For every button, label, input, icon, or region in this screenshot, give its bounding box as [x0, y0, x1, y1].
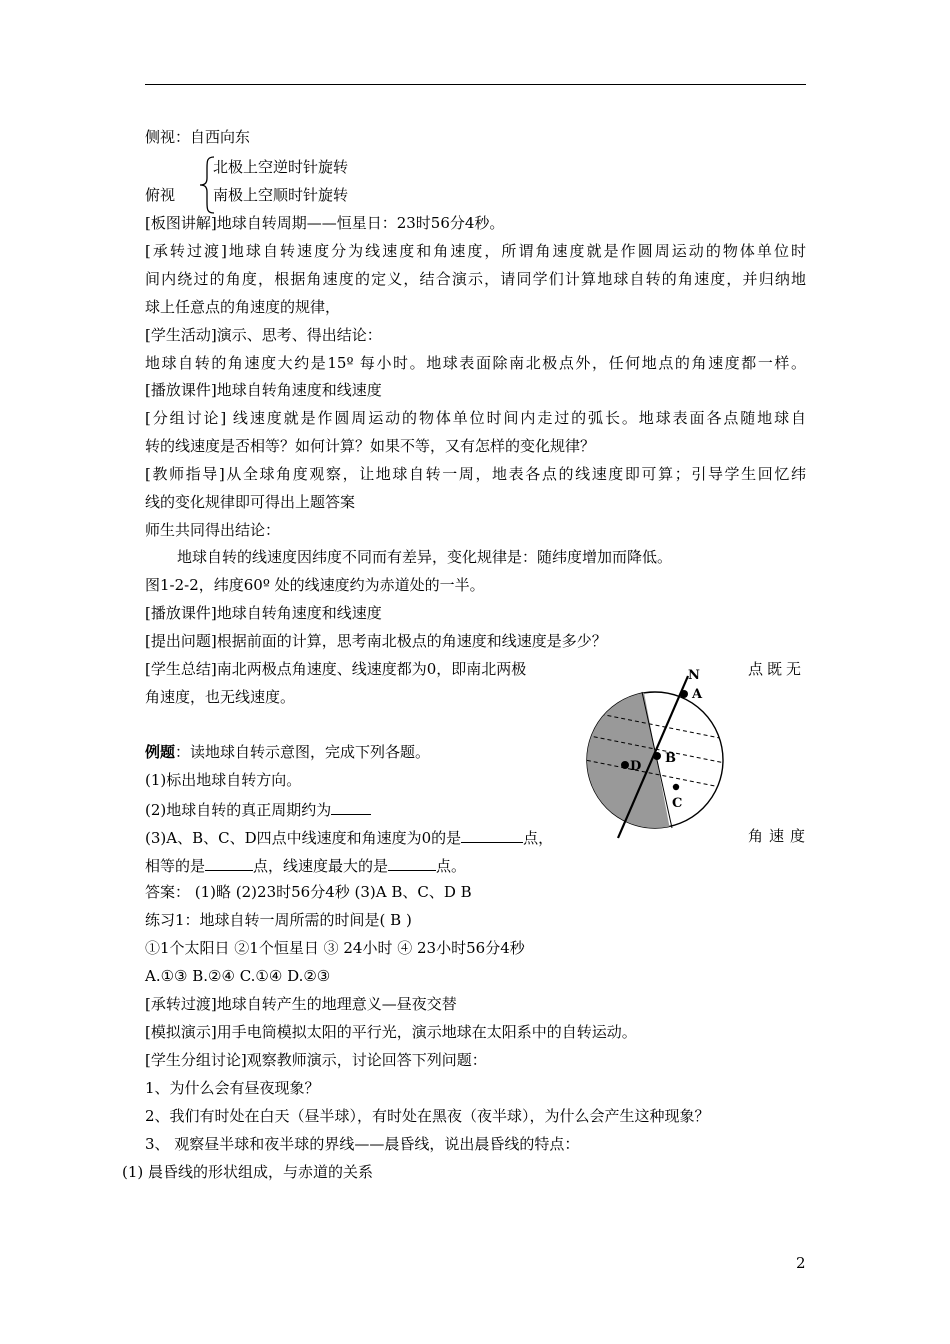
text-line: 北极上空逆时针旋转	[213, 158, 349, 176]
text-span: (3)A、B、C、D四点中线速度和角速度为0的是	[145, 829, 462, 847]
text-line: 1、为什么会有昼夜现象？	[145, 1079, 320, 1097]
label-a: A	[692, 687, 703, 702]
text-line: [学生总结]南北两极点角速度、线速度都为0，即南北两极	[145, 660, 527, 678]
text-span: 相等的是	[145, 857, 206, 875]
header-rule	[145, 84, 806, 85]
text-line: [学生活动]演示、思考、得出结论：	[145, 326, 382, 344]
text-line: 地球自转的线速度因纬度不同而有差异，变化规律是：随纬度增加而降低。	[177, 548, 673, 566]
text-line: 答案： (1)略 (2)23时56分4秒 (3)A B、C、D B	[145, 883, 472, 901]
point-b	[653, 752, 661, 760]
text-line	[145, 742, 430, 762]
text-line: 图1-2-2，纬度60º 处的线速度约为赤道处的一半。	[145, 576, 485, 594]
text-line: 线的变化规律即可得出上题答案	[145, 493, 356, 511]
text-line: [分组讨论] 线速度就是作圆周运动的物体单位时间内走过的弧长。地球表面各点随地球自	[145, 409, 806, 427]
label-b: B	[665, 751, 676, 766]
text-line: [承转过渡]地球自转速度分为线速度和角速度，所谓角速度就是作圆周运动的物体单位时	[145, 242, 806, 260]
text-line: 南极上空顺时针旋转	[213, 186, 349, 204]
text-line: 练习1：地球自转一周所需的时间是( B )	[145, 911, 412, 929]
answer-blank	[205, 854, 253, 871]
text-span: ：读地球自转示意图，完成下列各题。	[175, 743, 431, 761]
text-line: 俯视	[145, 186, 176, 204]
point-c	[673, 784, 679, 790]
example-label: 例题	[145, 743, 176, 761]
text-line: [教师指导]从全球角度观察，让地球自转一周，地表各点的线速度即可算；引导学生回忆纬	[145, 465, 806, 483]
text-line: [模拟演示]用手电筒模拟太阳的平行光，演示地球在太阳系中的自转运动。	[145, 1023, 637, 1041]
label-n: N	[688, 668, 700, 683]
answer-blank	[461, 826, 523, 843]
text-line: [播放课件]地球自转角速度和线速度	[145, 381, 382, 399]
text-line: ①1个太阳日 ②1个恒星日 ③ 24小时 ④ 23小时56分4秒	[145, 939, 525, 957]
point-a	[680, 690, 688, 698]
answer-blank	[331, 798, 371, 815]
text-line: [承转过渡]地球自转产生的地理意义—昼夜交替	[145, 995, 457, 1013]
text-line: 间内绕过的角度，根据角速度的定义，结合演示，请同学们计算地球自转的角速度，并归纳地	[145, 270, 806, 288]
text-line: 角速度	[748, 827, 812, 845]
text-line: A.①③ B.②④ C.①④ D.②③	[145, 967, 331, 985]
label-c: C	[672, 796, 683, 811]
text-span: 点，	[523, 829, 554, 847]
text-line: 角速度，也无线速度。	[145, 688, 296, 706]
text-line: 点既无	[748, 660, 806, 678]
text-line	[145, 798, 371, 820]
text-line: [提出问题]根据前面的计算，思考南北极点的角速度和线速度是多少？	[145, 632, 607, 650]
text-line: [学生分组讨论]观察教师演示，讨论回答下列问题：	[145, 1051, 487, 1069]
text-span: 点，线速度最大的是	[253, 857, 389, 875]
answer-blank	[388, 854, 436, 871]
text-line: 3、 观察昼半球和夜半球的界线——晨昏线，说出晨昏线的特点：	[145, 1135, 580, 1153]
label-d: D	[630, 759, 642, 774]
text-line: [播放课件]地球自转角速度和线速度	[145, 604, 382, 622]
text-line: 球上任意点的角速度的规律，	[145, 298, 341, 316]
page-number: 2	[796, 1254, 806, 1272]
text-span: (2)地球自转的真正周期约为	[145, 801, 332, 819]
text-line: (1) 晨昏线的形状组成，与赤道的关系	[122, 1163, 374, 1181]
text-line: 2、我们有时处在白天（昼半球），有时处在黑夜（夜半球），为什么会产生这种现象？	[145, 1107, 710, 1125]
text-line: 地球自转的角速度大约是15º 每小时。地球表面除南北极点外，任何地点的角速度都一样。	[145, 354, 806, 372]
text-line: 师生共同得出结论：	[145, 521, 281, 539]
earth-rotation-diagram	[580, 662, 740, 850]
text-line: (1)标出地球自转方向。	[145, 771, 302, 789]
text-line	[145, 854, 466, 876]
text-line: 转的线速度是否相等？如何计算？如果不等，又有怎样的变化规律？	[145, 437, 596, 455]
text-line: 侧视：自西向东	[145, 128, 251, 146]
text-line	[145, 826, 553, 848]
text-span: 点。	[436, 857, 467, 875]
text-line: [板图讲解]地球自转周期——恒星日：23时56分4秒。	[145, 214, 505, 232]
point-d	[621, 761, 629, 769]
